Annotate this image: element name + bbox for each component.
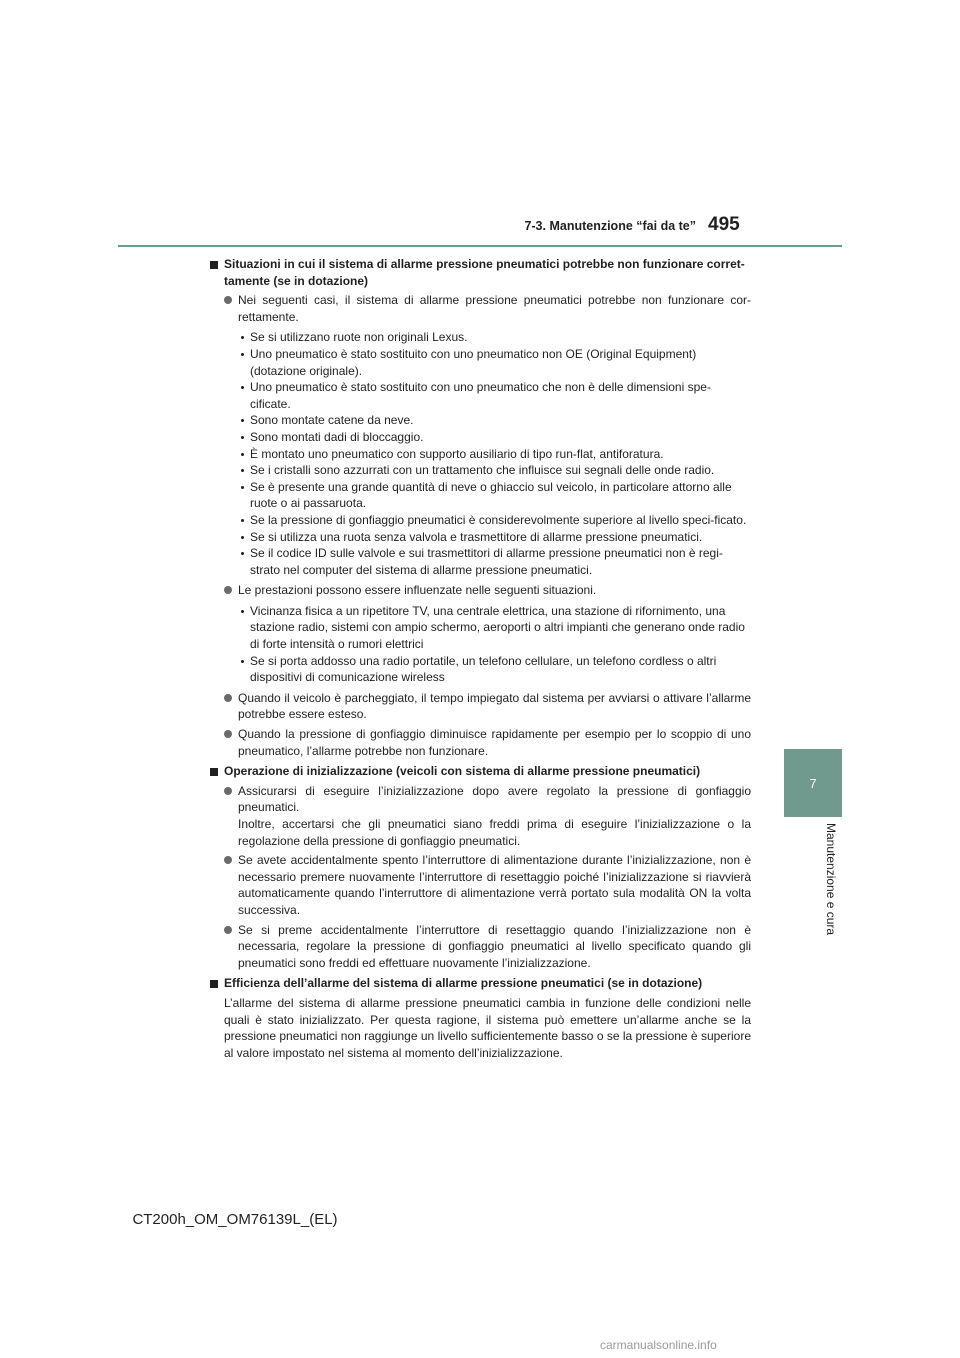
document-code: CT200h_OM_OM76139L_(EL): [132, 1211, 338, 1228]
dot-icon: [241, 469, 244, 472]
page-number: 495: [708, 214, 740, 235]
chapter-tab: [784, 749, 842, 817]
list-item-text: È montato uno pneumatico con supporto ausiliario di tipo run-flat, antiforatura.: [250, 446, 664, 461]
dot-icon: [241, 453, 244, 456]
list-item-text: Se il codice ID sulle valvole e sui trasmettitori di allarme pressione pneumatici non è regi-strato nel computer del sistema di allarme pressione pneumatici.: [250, 546, 723, 577]
list-item-text: Se è presente una grande quantità di neve o ghiaccio sul veicolo, in particolare attorno alle ruote o ai passaruota.: [250, 479, 732, 511]
list-item: [210, 545, 751, 578]
bullet-paragraph: [210, 582, 751, 599]
dot-icon: [241, 436, 244, 439]
round-bullet-icon: [224, 787, 232, 795]
list-item: [210, 446, 751, 463]
list-item-text: Se la pressione di gonfiaggio pneumatici è considerevolmente superiore al livello speci-ficato.: [250, 512, 747, 527]
square-bullet-icon: [210, 768, 218, 776]
dot-icon: [241, 552, 244, 555]
dot-icon: [241, 660, 244, 663]
list-item-text: Se i cristalli sono azzurrati con un trattamento che influisce sui segnali delle onde radio.: [250, 463, 715, 478]
list-item: [210, 429, 751, 446]
round-bullet-icon: [224, 296, 232, 304]
list-item-text: Sono montate catene da neve.: [250, 413, 414, 428]
section-heading: [210, 256, 751, 289]
list-item-text: Se si utilizza una ruota senza valvola e trasmettitore di allarme pressione pneumatici.: [250, 529, 703, 544]
list-item: [210, 479, 751, 512]
square-bullet-icon: [210, 980, 218, 988]
section-heading-text: Situazioni in cui il sistema di allarme pressione pneumatici potrebbe non funzionare corret-tamente (se in dotazione): [224, 257, 745, 288]
section-heading-text: Operazione di inizializzazione (veicoli con sistema di allarme pressione pneumatici): [224, 764, 701, 779]
header-rule: [118, 245, 842, 247]
bullet-text: Assicurarsi di eseguire l’inizializzazione dopo avere regolato la pressione di gonfiaggio pneumatici.: [238, 783, 751, 815]
bullet-paragraph: [210, 922, 751, 972]
list-item: [210, 653, 751, 686]
dot-icon: [241, 353, 244, 356]
section-paragraph: L’allarme del sistema di allarme pressione pneumatici cambia in funzione delle condizioni nelle quali è stato inizializzato. Per questa ragione, il sistema può emettere un’allarme anche se la pressione pneumatici non raggiunge un livello sufficientemente basso o se la pressione è superiore al valore impostato nel sistema al momento dell’inizializzazione.: [224, 995, 751, 1060]
bullet-paragraph: [210, 690, 751, 723]
bullet-text: Le prestazioni possono essere influenzate nelle seguenti situazioni.: [238, 583, 597, 598]
list-item: [210, 379, 751, 412]
list-item: [210, 512, 751, 529]
bullet-paragraph: [210, 292, 751, 325]
dot-icon: [241, 486, 244, 489]
sub-list: [210, 329, 751, 578]
list-item: [210, 462, 751, 479]
bullet-paragraph: [210, 852, 751, 918]
section-heading: [210, 763, 751, 780]
sub-list: [210, 603, 751, 686]
dot-icon: [241, 610, 244, 613]
list-item-text: Se si utilizzano ruote non originali Lexus.: [250, 330, 468, 345]
chapter-side-label: Manutenzione e cura: [824, 823, 838, 936]
dot-icon: [241, 536, 244, 539]
page-content: [210, 252, 751, 1065]
dot-icon: [241, 519, 244, 522]
dot-icon: [241, 336, 244, 339]
bullet-text: Nei seguenti casi, il sistema di allarme pressione pneumatici potrebbe non funzionare cor-rettamente.: [238, 293, 751, 324]
section-heading: [210, 975, 751, 992]
round-bullet-icon: [224, 926, 232, 934]
list-item: [210, 412, 751, 429]
dot-icon: [241, 386, 244, 389]
chapter-title: 7-3. Manutenzione “fai da te”: [524, 219, 696, 233]
bullet-paragraph: [210, 726, 751, 759]
round-bullet-icon: [224, 856, 232, 864]
round-bullet-icon: [224, 694, 232, 702]
list-item-text: Se si porta addosso una radio portatile, un telefono cellulare, un telefono cordless o altri dispositivi di comunicazione wireless: [250, 653, 717, 685]
list-item-text: Uno pneumatico è stato sostituito con uno pneumatico non OE (Original Equipment) (dotazione originale).: [250, 346, 697, 378]
list-item-text: Sono montati dadi di bloccaggio.: [250, 429, 424, 444]
bullet-paragraph: [210, 783, 751, 849]
round-bullet-icon: [224, 730, 232, 738]
list-item-text: Uno pneumatico è stato sostituito con uno pneumatico che non è delle dimensioni spe-cificate.: [250, 380, 711, 411]
section-heading-text: Efficienza dell’allarme del sistema di allarme pressione pneumatici (se in dotazione): [224, 976, 703, 991]
bullet-text: Quando la pressione di gonfiaggio diminuisce rapidamente per esempio per lo scoppio di uno pneumatico, l’allarme potrebbe non funzionare.: [238, 727, 751, 758]
list-item-text: Vicinanza fisica a un ripetitore TV, una centrale elettrica, una stazione di rifornimento, una stazione radio, sistemi con ampio schermo, aeroporti o altri impianti che generano onde radio di forte intensità o rumori elettrici: [250, 603, 745, 652]
bullet-text: Se si preme accidentalmente l’interruttore di resettaggio quando l’inizializzazione non è necessaria, regolare la pressione di gonfiaggio pneumatici al livello specificato quando gli pneumatici sono freddi ed effettuare nuovamente l’inizializzazione.: [238, 922, 751, 970]
dot-icon: [241, 419, 244, 422]
list-item: [210, 529, 751, 546]
list-item: [210, 329, 751, 346]
bullet-text: Se avete accidentalmente spento l’interruttore di alimentazione durante l’inizializzazione, non è necessario premere nuovamente l’interruttore di resettaggio poiché l’inizializzazione si riavvierà automaticamente quando l’interruttore di alimentazione verrà portato sula modalità ON la volta successiva.: [238, 853, 751, 917]
watermark: carmanualsonline.info: [600, 1338, 717, 1352]
round-bullet-icon: [224, 586, 232, 594]
list-item: [210, 603, 751, 653]
list-item: [210, 346, 751, 379]
square-bullet-icon: [210, 261, 218, 269]
bullet-text-continued: Inoltre, accertarsi che gli pneumatici siano freddi prima di eseguire l’inizializzazione o la regolazione della pressione di gonfiaggio pneumatici.: [238, 817, 751, 848]
bullet-text: Quando il veicolo è parcheggiato, il tempo impiegato dal sistema per avviarsi o attivare l’allarme potrebbe essere esteso.: [238, 690, 751, 722]
chapter-tab-number: 7: [809, 775, 817, 791]
